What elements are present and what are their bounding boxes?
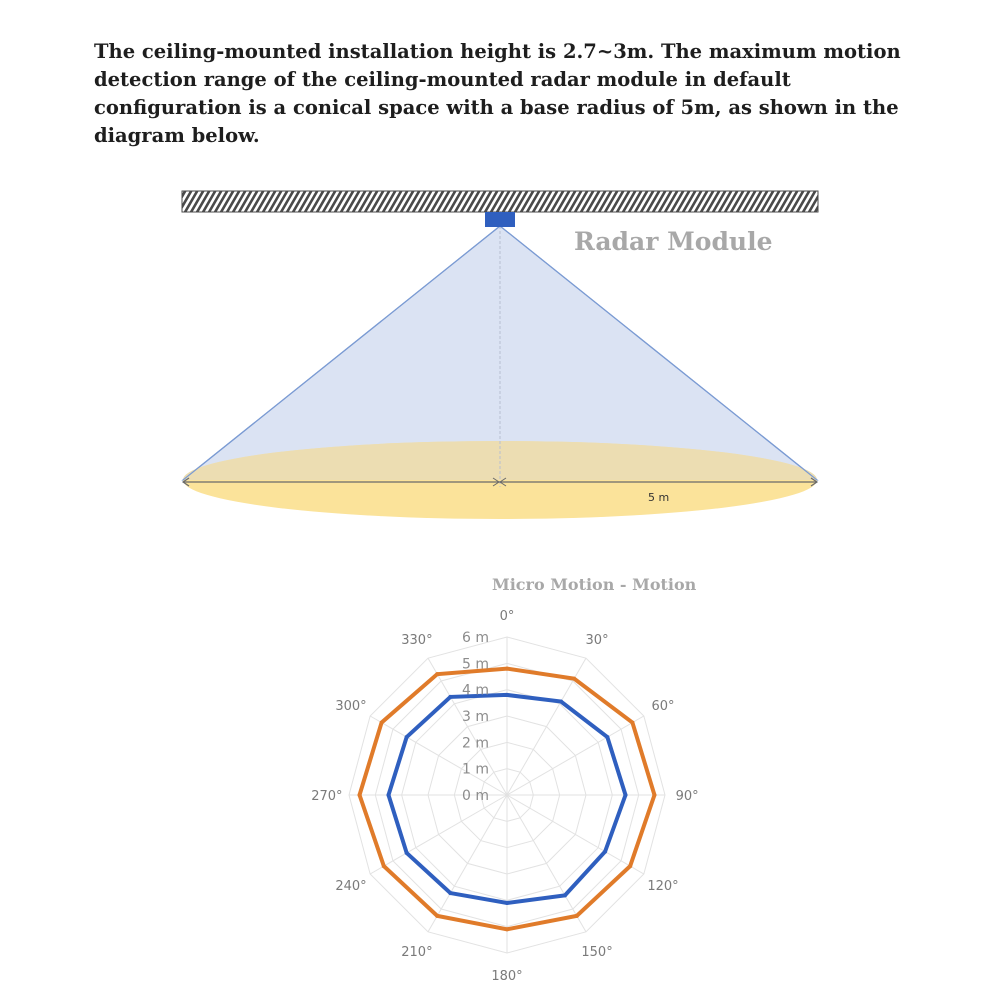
grid-spoke [428,795,507,932]
series-2-point [380,721,384,725]
ring-label: 3 m [462,709,489,725]
series-2-point [575,914,579,918]
intro-paragraph: The ceiling-mounted installation height is 2.7~3m. The maximum motion detection range of the ceiling-mounted radar module in default configuration is a conical space with a base radius of 5m, as shown in the diagram below. [94,40,901,147]
ring-label: 4 m [462,682,489,699]
cone-diagram [182,191,818,519]
series-1-point [563,893,567,897]
series-1-point [505,901,509,905]
angle-label: 0° [499,608,515,624]
series-1-point [405,851,409,855]
series-2-point [572,677,576,681]
series-1-point [405,735,409,739]
series-2-point [435,914,439,918]
angle-label: 150° [581,944,613,960]
angle-label: 330° [401,633,433,649]
angle-label: 270° [311,789,343,804]
series-2-point [630,721,634,725]
series-2-point [505,927,509,931]
chart-legend [428,575,697,594]
series-2-point [435,672,439,676]
series-1-point [624,793,628,797]
series-2-point [652,793,656,797]
radar-module-label: Radar Module [574,227,773,256]
ring-label: 5 m [462,656,489,673]
angle-label: 300° [335,698,367,714]
series-1-point [448,695,452,699]
angle-label: 60° [651,698,675,714]
legend-label: Micro Motion - Motion [492,575,697,594]
ring-label: 0 m [462,788,489,804]
series-1-point [387,793,391,797]
ring-label: 2 m [462,735,489,752]
ring-label: 1 m [462,761,489,778]
angle-label: 90° [675,789,699,804]
series-1-point [559,699,563,703]
series-1-point [505,693,509,697]
series-2-point [382,864,386,868]
ring-label: 6 m [462,630,489,646]
radius-label: 5 m [648,491,670,504]
angle-label: 120° [647,879,679,895]
ceiling [182,191,818,212]
series-2-point [628,864,632,868]
angle-label: 210° [401,944,433,960]
radar-module [485,212,515,227]
radar-ring-labels [462,630,489,804]
radar-grid [349,637,665,953]
series-1-point [603,850,607,854]
series-2-point [505,667,509,671]
series-1-point [448,891,452,895]
angle-label: 180° [491,969,523,985]
grid-spoke [507,795,586,932]
series-2-point [358,793,362,797]
angle-label: 240° [335,879,367,895]
series-1-point [605,735,609,739]
radar-chart [311,609,698,984]
angle-label: 30° [585,633,609,649]
